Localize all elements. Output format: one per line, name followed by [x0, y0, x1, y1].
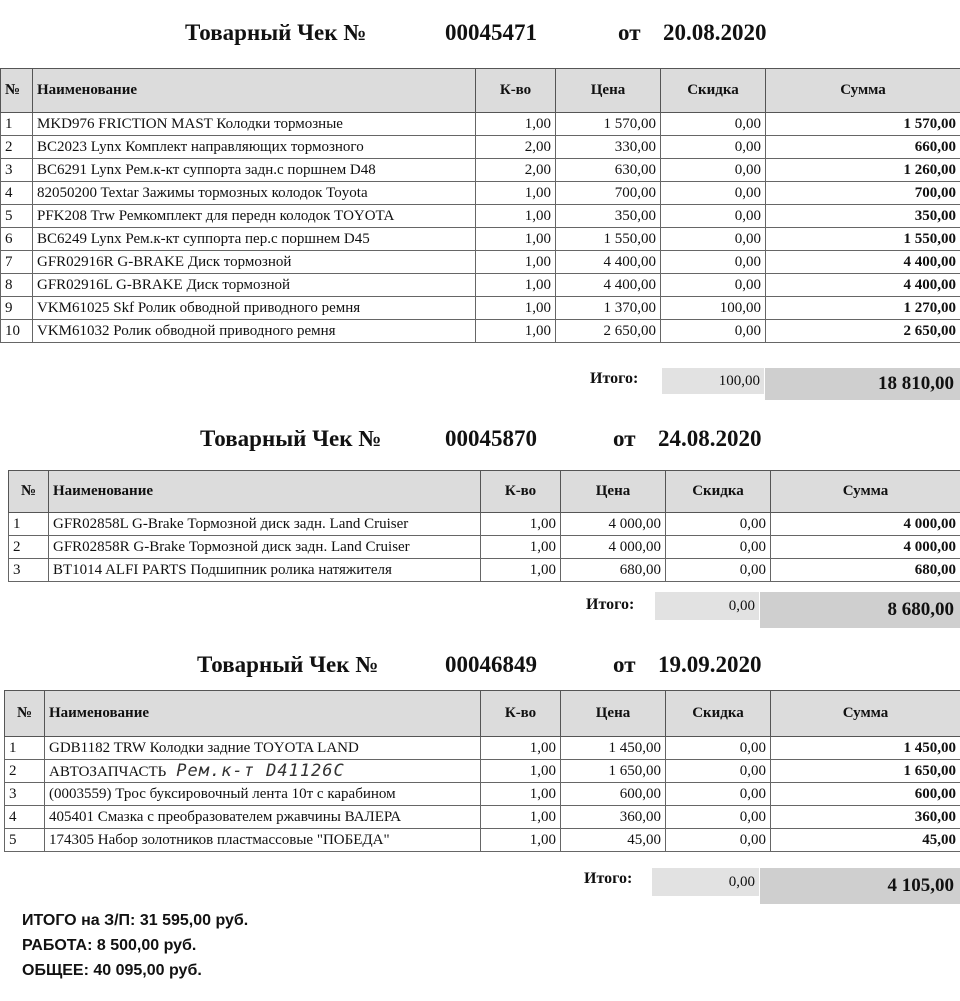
- item-price-text: 4 000,00: [608, 538, 661, 555]
- item-sum-text: 1 270,00: [903, 299, 956, 316]
- item-name-text: АВТОЗАПЧАСТЬ: [49, 764, 167, 780]
- item-name-text: BC6249 Lynx Рем.к-кт суппорта пер.с поршнем D45: [37, 230, 370, 247]
- receipt-header: [0, 14, 960, 54]
- row-number-text: 3: [5, 161, 13, 178]
- item-discount-text: 0,00: [734, 115, 761, 132]
- item-sum: [771, 536, 960, 559]
- table-row: [1, 205, 960, 228]
- item-name: [33, 159, 476, 182]
- item-sum-text: 4 000,00: [903, 538, 956, 555]
- item-sum-text: 1 570,00: [903, 115, 956, 132]
- row-number-text: 3: [9, 785, 17, 802]
- row-number: [1, 113, 33, 136]
- item-name: [33, 251, 476, 274]
- receipt-date: 24.08.2020: [658, 426, 762, 451]
- item-qty-text: 1,00: [529, 538, 556, 555]
- table-row: [9, 536, 960, 559]
- col-qty: К-во: [481, 471, 561, 513]
- item-qty-text: 1,00: [529, 785, 556, 802]
- item-sum-text: 1 650,00: [903, 762, 956, 779]
- item-price-text: 600,00: [619, 785, 661, 802]
- item-qty: [481, 559, 561, 582]
- col-no: №: [1, 69, 33, 113]
- item-price-text: 4 000,00: [608, 515, 661, 532]
- items-table: [0, 68, 960, 343]
- item-sum-text: 1 550,00: [903, 230, 956, 247]
- receipt-date: 20.08.2020: [663, 20, 767, 45]
- item-sum-text: 4 400,00: [903, 253, 956, 270]
- item-sum: [766, 182, 960, 205]
- footer-grand-total: ОБЩЕЕ: 40 095,00 руб.: [22, 962, 202, 979]
- row-number: [1, 182, 33, 205]
- receipt-number: 00046849: [445, 652, 537, 677]
- item-name: [33, 228, 476, 251]
- item-qty-text: 1,00: [529, 561, 556, 578]
- item-sum-text: 2 650,00: [903, 322, 956, 339]
- item-discount: [661, 136, 766, 159]
- row-number-text: 1: [5, 115, 13, 132]
- item-price-text: 4 400,00: [603, 253, 656, 270]
- row-number-text: 4: [9, 808, 17, 825]
- row-number-text: 3: [13, 561, 21, 578]
- table-row: [5, 760, 960, 783]
- table-header-row: [1, 69, 960, 113]
- item-sum-text: 600,00: [914, 785, 956, 802]
- item-price: [561, 536, 666, 559]
- item-price: [561, 829, 666, 852]
- item-qty-text: 1,00: [529, 808, 556, 825]
- item-name-text: (0003559) Трос буксировочный лента 10т с карабином: [49, 785, 396, 802]
- item-sum: [766, 320, 960, 343]
- item-discount: [661, 320, 766, 343]
- row-number: [1, 228, 33, 251]
- item-sum: [766, 113, 960, 136]
- item-discount: [666, 829, 771, 852]
- table-row: [5, 783, 960, 806]
- table-header-row: [5, 691, 960, 737]
- item-price-text: 4 400,00: [603, 276, 656, 293]
- item-price: [556, 182, 661, 205]
- item-qty-text: 1,00: [529, 515, 556, 532]
- item-name-text: MKD976 FRICTION MAST Колодки тормозные: [37, 115, 343, 132]
- item-sum-text: 700,00: [914, 184, 956, 201]
- item-discount-text: 0,00: [734, 253, 761, 270]
- item-discount: [661, 159, 766, 182]
- item-qty-text: 2,00: [524, 161, 551, 178]
- col-discount: Скидка: [661, 69, 766, 113]
- item-name-text: 82050200 Textar Зажимы тормозных колодок Toyota: [37, 184, 368, 201]
- item-price-text: 330,00: [614, 138, 656, 155]
- item-discount: [661, 182, 766, 205]
- col-name: Наименование: [45, 691, 481, 737]
- row-number: [1, 274, 33, 297]
- item-name: [49, 513, 481, 536]
- col-name: Наименование: [33, 69, 476, 113]
- item-name: [33, 136, 476, 159]
- item-price: [556, 159, 661, 182]
- item-sum: [771, 559, 960, 582]
- item-discount: [666, 783, 771, 806]
- item-qty-text: 1,00: [524, 322, 551, 339]
- item-price: [556, 136, 661, 159]
- item-price-text: 1 570,00: [603, 115, 656, 132]
- item-price: [556, 297, 661, 320]
- receipt-1: [0, 14, 960, 404]
- item-sum: [771, 737, 960, 760]
- item-qty-text: 1,00: [524, 276, 551, 293]
- total-discount: 100,00: [662, 368, 764, 394]
- item-qty: [476, 113, 556, 136]
- item-qty: [481, 760, 561, 783]
- col-discount: Скидка: [666, 471, 771, 513]
- item-sum-text: 1 260,00: [903, 161, 956, 178]
- row-number-text: 5: [9, 831, 17, 848]
- item-qty-text: 1,00: [524, 184, 551, 201]
- item-discount: [661, 228, 766, 251]
- item-price: [556, 205, 661, 228]
- item-price: [561, 806, 666, 829]
- receipt-date: 19.09.2020: [658, 652, 762, 677]
- date-label: от: [613, 652, 636, 677]
- item-discount-text: 0,00: [734, 207, 761, 224]
- row-number: [1, 320, 33, 343]
- total-label: Итого:: [584, 870, 633, 887]
- row-number-text: 1: [13, 515, 21, 532]
- row-number-text: 8: [5, 276, 13, 293]
- row-number-text: 1: [9, 739, 17, 756]
- item-qty: [476, 228, 556, 251]
- item-sum: [771, 783, 960, 806]
- item-sum: [766, 136, 960, 159]
- total-discount: 0,00: [655, 592, 759, 620]
- item-name-text: GDB1182 TRW Колодки задние TOYOTA LAND: [49, 739, 359, 756]
- item-sum-text: 350,00: [914, 207, 956, 224]
- item-sum: [766, 274, 960, 297]
- table-row: [9, 513, 960, 536]
- item-sum-text: 4 400,00: [903, 276, 956, 293]
- table-row: [5, 829, 960, 852]
- item-sum: [771, 513, 960, 536]
- item-price-text: 1 450,00: [608, 739, 661, 756]
- item-name: [45, 806, 481, 829]
- item-discount-text: 0,00: [739, 538, 766, 555]
- col-sum: Сумма: [771, 471, 960, 513]
- item-sum-text: 360,00: [914, 808, 956, 825]
- item-price-text: 350,00: [614, 207, 656, 224]
- table-header-row: [9, 471, 960, 513]
- item-sum-text: 680,00: [914, 561, 956, 578]
- item-name-text: PFK208 Trw Ремкомплект для передн колодок TOYOTA: [37, 207, 395, 224]
- item-price-text: 700,00: [614, 184, 656, 201]
- item-discount: [666, 760, 771, 783]
- item-qty: [476, 136, 556, 159]
- item-discount: [661, 113, 766, 136]
- item-discount-text: 0,00: [734, 161, 761, 178]
- item-price: [561, 559, 666, 582]
- row-number: [9, 559, 49, 582]
- item-price-text: 1 550,00: [603, 230, 656, 247]
- table-row: [1, 113, 960, 136]
- item-name: [45, 760, 481, 783]
- item-price: [556, 274, 661, 297]
- items-table: [8, 470, 960, 582]
- table-body: [9, 513, 960, 582]
- item-qty: [476, 159, 556, 182]
- item-discount-text: 0,00: [739, 561, 766, 578]
- date-label: от: [613, 426, 636, 451]
- item-name-text: GFR02858L G-Brake Тормозной диск задн. Land Cruiser: [53, 515, 409, 532]
- total-label: Итого:: [590, 370, 639, 387]
- item-name-text: BC6291 Lynx Рем.к-кт суппорта задн.с поршнем D48: [37, 161, 376, 178]
- col-sum: Сумма: [771, 691, 960, 737]
- item-name: [49, 559, 481, 582]
- item-qty: [481, 806, 561, 829]
- item-qty-text: 2,00: [524, 138, 551, 155]
- item-price-text: 45,00: [627, 831, 661, 848]
- items-table: [4, 690, 960, 852]
- table-row: [1, 228, 960, 251]
- table-body: [5, 737, 960, 852]
- total-label: Итого:: [586, 596, 635, 613]
- item-sum: [766, 159, 960, 182]
- table-row: [1, 320, 960, 343]
- item-price-text: 1 370,00: [603, 299, 656, 316]
- summary-footer: [22, 908, 248, 983]
- col-price: Цена: [561, 691, 666, 737]
- col-no: №: [9, 471, 49, 513]
- item-sum-text: 45,00: [922, 831, 956, 848]
- item-price: [556, 320, 661, 343]
- item-qty: [476, 320, 556, 343]
- table-row: [9, 559, 960, 582]
- date-label: от: [618, 20, 641, 45]
- item-qty: [481, 829, 561, 852]
- item-sum-text: 1 450,00: [903, 739, 956, 756]
- item-discount-text: 0,00: [734, 276, 761, 293]
- col-name: Наименование: [49, 471, 481, 513]
- item-name: [33, 205, 476, 228]
- item-discount-text: 0,00: [739, 831, 766, 848]
- row-number: [1, 159, 33, 182]
- item-name: [45, 829, 481, 852]
- table-row: [1, 136, 960, 159]
- item-discount-text: 0,00: [739, 808, 766, 825]
- item-price: [561, 760, 666, 783]
- item-name-text: GFR02916R G-BRAKE Диск тормозной: [37, 253, 292, 270]
- item-discount: [661, 205, 766, 228]
- row-number: [5, 783, 45, 806]
- item-price: [561, 513, 666, 536]
- table-row: [1, 159, 960, 182]
- row-number-text: 2: [5, 138, 13, 155]
- item-discount: [666, 806, 771, 829]
- item-price: [561, 737, 666, 760]
- footer-parts-total: ИТОГО на З/П: 31 595,00 руб.: [22, 912, 249, 929]
- handwritten-note: Рем.к-т D41126С: [176, 761, 345, 781]
- item-name-text: GFR02916L G-BRAKE Диск тормозной: [37, 276, 291, 293]
- item-qty: [476, 251, 556, 274]
- item-name: [33, 182, 476, 205]
- item-qty: [476, 182, 556, 205]
- receipt-header: [0, 646, 960, 686]
- item-sum: [766, 297, 960, 320]
- item-qty: [476, 205, 556, 228]
- item-name-text: GFR02858R G-Brake Тормозной диск задн. Land Cruiser: [53, 538, 410, 555]
- col-qty: К-во: [476, 69, 556, 113]
- row-number: [1, 205, 33, 228]
- receipt-header: [0, 420, 960, 460]
- item-name: [45, 737, 481, 760]
- item-price-text: 630,00: [614, 161, 656, 178]
- item-discount-text: 0,00: [739, 762, 766, 779]
- item-name: [33, 113, 476, 136]
- item-qty-text: 1,00: [529, 831, 556, 848]
- table-row: [5, 737, 960, 760]
- item-qty-text: 1,00: [524, 230, 551, 247]
- item-discount: [666, 513, 771, 536]
- row-number-text: 10: [5, 322, 20, 339]
- item-sum-text: 4 000,00: [903, 515, 956, 532]
- item-name-text: BC2023 Lynx Комплект направляющих тормозного: [37, 138, 364, 155]
- row-number: [5, 829, 45, 852]
- item-qty-text: 1,00: [524, 299, 551, 316]
- item-sum-text: 660,00: [914, 138, 956, 155]
- item-qty-text: 1,00: [524, 207, 551, 224]
- item-sum: [771, 806, 960, 829]
- item-price: [556, 228, 661, 251]
- total-sum: 8 680,00: [760, 592, 960, 628]
- receipt-3: [0, 646, 960, 906]
- item-discount: [666, 536, 771, 559]
- row-number: [5, 737, 45, 760]
- table-row: [1, 297, 960, 320]
- row-number: [5, 806, 45, 829]
- table-row: [1, 274, 960, 297]
- item-discount: [661, 251, 766, 274]
- item-discount-text: 0,00: [739, 739, 766, 756]
- col-qty: К-во: [481, 691, 561, 737]
- item-name-text: VKM61025 Skf Ролик обводной приводного ремня: [37, 299, 361, 316]
- item-name: [45, 783, 481, 806]
- row-number-text: 7: [5, 253, 13, 270]
- item-qty-text: 1,00: [529, 739, 556, 756]
- item-discount: [666, 737, 771, 760]
- row-number-text: 6: [5, 230, 13, 247]
- row-number: [9, 513, 49, 536]
- item-discount-text: 0,00: [734, 230, 761, 247]
- item-qty: [481, 513, 561, 536]
- row-number-text: 2: [13, 538, 21, 555]
- item-qty-text: 1,00: [529, 762, 556, 779]
- item-discount-text: 0,00: [734, 322, 761, 339]
- item-sum: [766, 228, 960, 251]
- item-discount-text: 0,00: [734, 184, 761, 201]
- col-price: Цена: [556, 69, 661, 113]
- footer-labor-total: РАБОТА: 8 500,00 руб.: [22, 937, 197, 954]
- row-number: [9, 536, 49, 559]
- item-name: [33, 274, 476, 297]
- item-price: [561, 783, 666, 806]
- item-qty-text: 1,00: [524, 253, 551, 270]
- item-discount: [666, 559, 771, 582]
- item-discount-text: 0,00: [734, 138, 761, 155]
- receipt-title: Товарный Чек №: [197, 652, 379, 677]
- item-discount-text: 0,00: [739, 515, 766, 532]
- item-discount: [661, 297, 766, 320]
- item-name: [33, 320, 476, 343]
- receipt-number: 00045471: [445, 20, 537, 45]
- item-name: [33, 297, 476, 320]
- row-number: [1, 136, 33, 159]
- item-qty: [476, 297, 556, 320]
- item-qty: [481, 536, 561, 559]
- item-sum: [766, 205, 960, 228]
- total-sum: 18 810,00: [765, 368, 960, 400]
- row-number-text: 2: [9, 762, 17, 779]
- table-row: [5, 806, 960, 829]
- row-number: [5, 760, 45, 783]
- item-name-text: BT1014 ALFI PARTS Подшипник ролика натяжителя: [53, 561, 392, 578]
- item-price-text: 2 650,00: [603, 322, 656, 339]
- item-price-text: 360,00: [619, 808, 661, 825]
- receipt-2: [0, 420, 960, 630]
- row-number-text: 9: [5, 299, 13, 316]
- item-qty: [481, 737, 561, 760]
- item-discount-text: 100,00: [719, 299, 761, 316]
- item-discount: [661, 274, 766, 297]
- row-number: [1, 297, 33, 320]
- item-name-text: 174305 Набор золотников пластмассовые "ПОБЕДА": [49, 831, 390, 848]
- item-qty: [481, 783, 561, 806]
- col-price: Цена: [561, 471, 666, 513]
- receipt-title: Товарный Чек №: [185, 20, 367, 45]
- col-sum: Сумма: [766, 69, 960, 113]
- table-row: [1, 182, 960, 205]
- item-price: [556, 251, 661, 274]
- row-number-text: 5: [5, 207, 13, 224]
- item-qty: [476, 274, 556, 297]
- total-discount: 0,00: [652, 868, 759, 896]
- item-sum: [771, 829, 960, 852]
- item-price-text: 1 650,00: [608, 762, 661, 779]
- item-name: [49, 536, 481, 559]
- row-number-text: 4: [5, 184, 13, 201]
- item-name-text: 405401 Смазка с преобразователем ржавчины ВАЛЕРА: [49, 808, 402, 825]
- item-sum: [771, 760, 960, 783]
- col-discount: Скидка: [666, 691, 771, 737]
- item-sum: [766, 251, 960, 274]
- item-discount-text: 0,00: [739, 785, 766, 802]
- item-qty-text: 1,00: [524, 115, 551, 132]
- item-price: [556, 113, 661, 136]
- item-price-text: 680,00: [619, 561, 661, 578]
- total-sum: 4 105,00: [760, 868, 960, 904]
- table-body: [1, 113, 960, 343]
- col-no: №: [5, 691, 45, 737]
- receipt-number: 00045870: [445, 426, 537, 451]
- item-name-text: VKM61032 Ролик обводной приводного ремня: [37, 322, 336, 339]
- row-number: [1, 251, 33, 274]
- table-row: [1, 251, 960, 274]
- receipt-title: Товарный Чек №: [200, 426, 382, 451]
